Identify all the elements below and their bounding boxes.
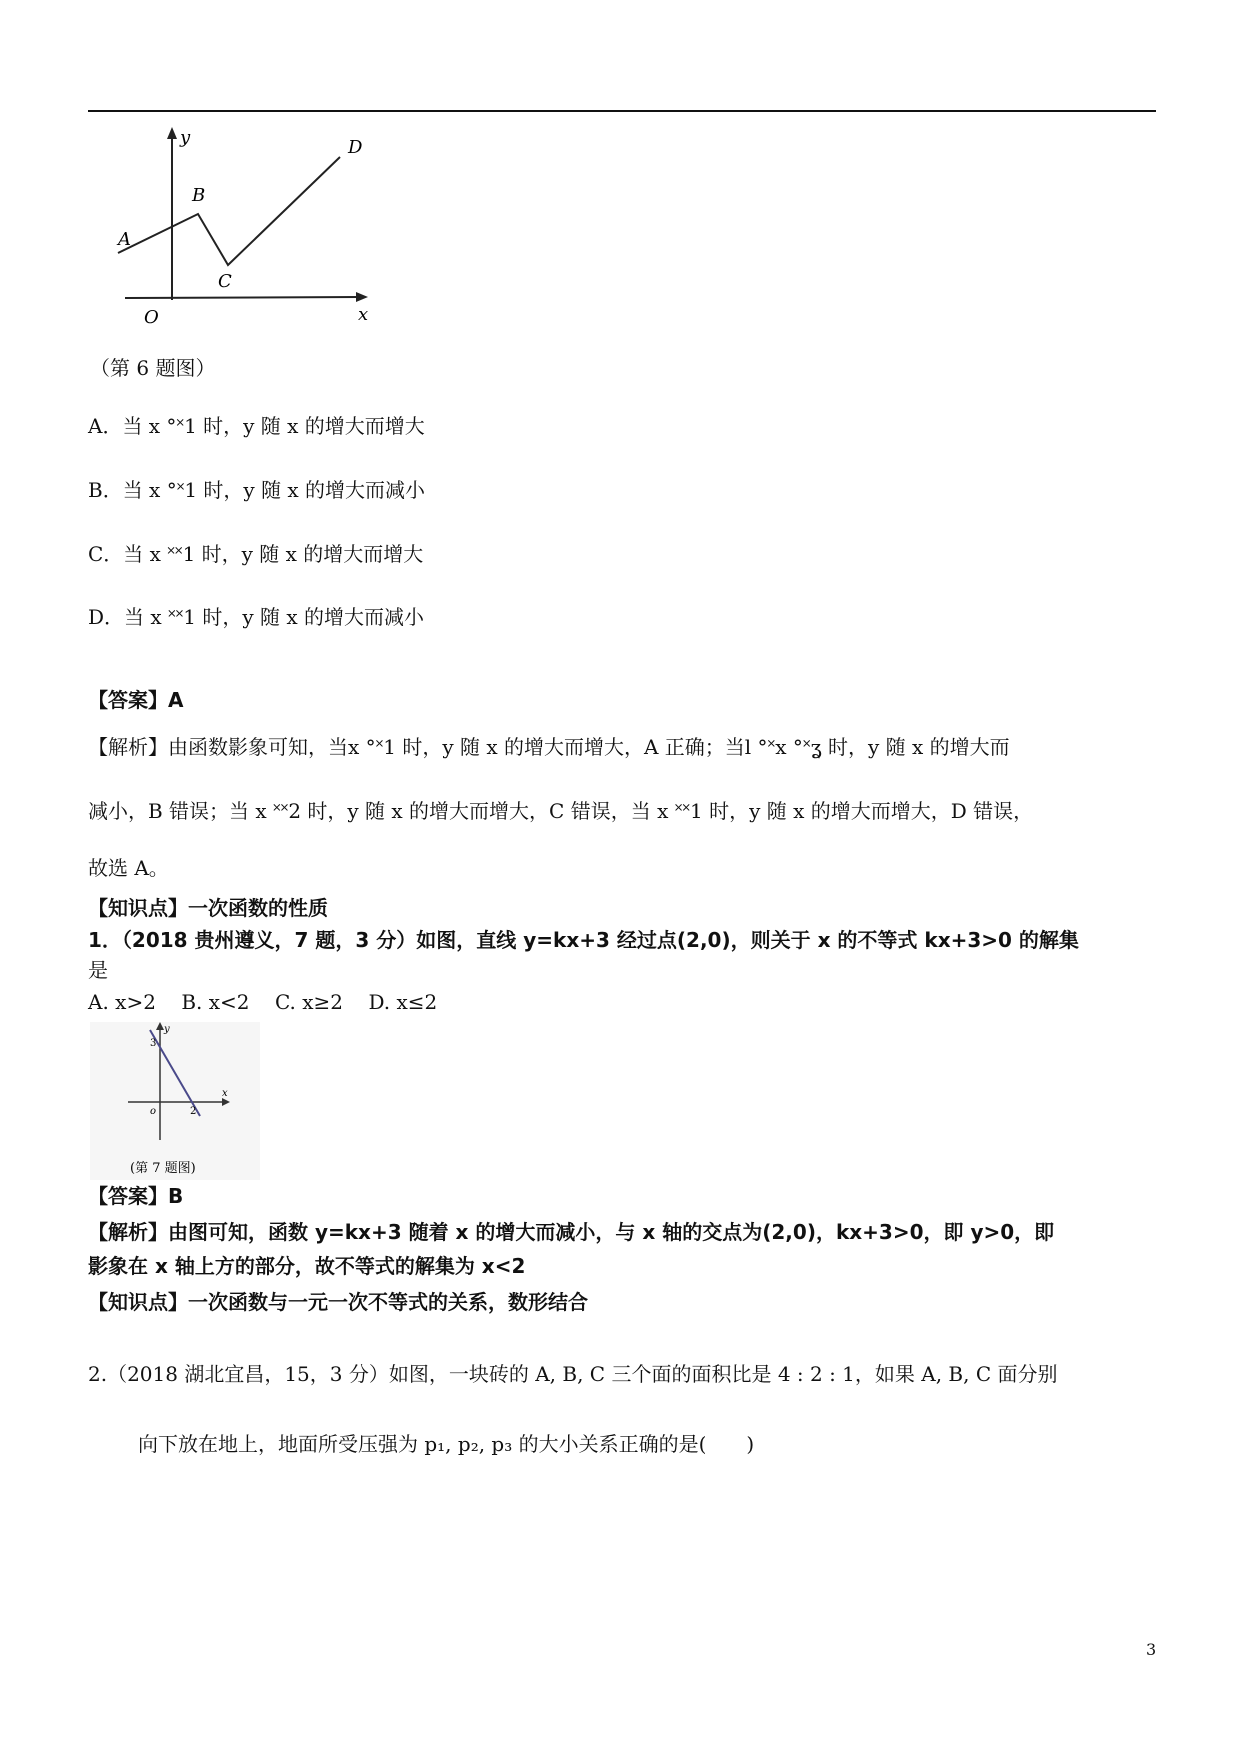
q1-analysis-line-2: 影象在 x 轴上方的部分，故不等式的解集为 x<2 bbox=[88, 1254, 526, 1278]
graph-x-arrow bbox=[356, 292, 368, 302]
q1-answer: 【答案】B bbox=[88, 1184, 184, 1208]
graph-label-y: y bbox=[180, 127, 191, 148]
graph-x-axis bbox=[125, 297, 362, 298]
q6-figure-caption: （第 6 题图） bbox=[90, 356, 216, 380]
q1-stem-line-2: 是 bbox=[88, 958, 108, 982]
q6-analysis-line-3: 故选 A。 bbox=[88, 856, 169, 880]
q6-option-d: D．当 x ˟˟1 时，y 随 x 的增大而减小 bbox=[88, 605, 425, 629]
fig7-caption: (第 7 题图) bbox=[130, 1161, 196, 1176]
header-rule bbox=[88, 110, 1156, 112]
graph-label-x: x bbox=[358, 304, 369, 325]
graph-label-b: B bbox=[192, 185, 206, 206]
q1-stem-line-1: 1．（2018 贵州遵义，7 题，3 分）如图，直线 y=kx+3 经过点(2,0)，则关于 x 的不等式 kx+3>0 的解集 bbox=[88, 928, 1079, 952]
graph-label-o: O bbox=[144, 307, 159, 328]
q6-answer: 【答案】A bbox=[88, 688, 184, 712]
q1-options: A. x>2 B. x<2 C. x≥2 D. x≤2 bbox=[88, 990, 438, 1014]
q1-graph-figure bbox=[90, 1022, 260, 1180]
q6-graph-figure bbox=[100, 125, 390, 335]
graph-label-c: C bbox=[218, 271, 232, 292]
q6-analysis-line-1: 【解析】由函数影象可知，当x °˟1 时，y 随 x 的增大而增大，A 正确；当l °˟x °˟ʓ 时，y 随 x 的增大而 bbox=[88, 735, 1010, 759]
q6-option-b: B．当 x °˟1 时，y 随 x 的增大而减小 bbox=[88, 478, 426, 502]
graph-label-d: D bbox=[348, 137, 363, 158]
q6-option-a: A．当 x °˟1 时，y 随 x 的增大而增大 bbox=[88, 414, 425, 438]
graph-y-arrow bbox=[167, 127, 177, 139]
q6-knowledge-point: 【知识点】一次函数的性质 bbox=[88, 896, 328, 920]
fig7-label-o: o bbox=[150, 1106, 157, 1117]
graph-label-a: A bbox=[118, 229, 131, 250]
q2-stem-line-2: 向下放在地上，地面所受压强为 p₁, p₂, p₃ 的大小关系正确的是( ) bbox=[138, 1432, 755, 1456]
q6-option-c: C．当 x ˟˟1 时，y 随 x 的增大而增大 bbox=[88, 542, 424, 566]
fig7-label-3: 3 bbox=[150, 1038, 157, 1049]
page-number: 3 bbox=[1146, 1640, 1157, 1659]
fig7-label-2: 2 bbox=[190, 1106, 197, 1117]
q6-analysis-line-2: 减小，B 错误；当 x ˟˟2 时，y 随 x 的增大而增大，C 错误，当 x ˟˟1 时，y 随 x 的增大而增大，D 错误， bbox=[88, 799, 1034, 823]
graph-polyline bbox=[118, 157, 340, 265]
q1-knowledge-point: 【知识点】一次函数与一元一次不等式的关系，数形结合 bbox=[88, 1290, 588, 1314]
fig7-label-y: y bbox=[164, 1024, 170, 1035]
q1-analysis-line-1: 【解析】由图可知，函数 y=kx+3 随着 x 的增大而减小，与 x 轴的交点为(2,0)，kx+3>0，即 y>0，即 bbox=[88, 1220, 1055, 1244]
q2-stem-line-1: 2.（2018 湖北宜昌，15，3 分）如图，一块砖的 A, B, C 三个面的面积比是 4 : 2 : 1，如果 A, B, C 面分别 bbox=[88, 1362, 1058, 1386]
fig7-label-x: x bbox=[222, 1088, 228, 1099]
